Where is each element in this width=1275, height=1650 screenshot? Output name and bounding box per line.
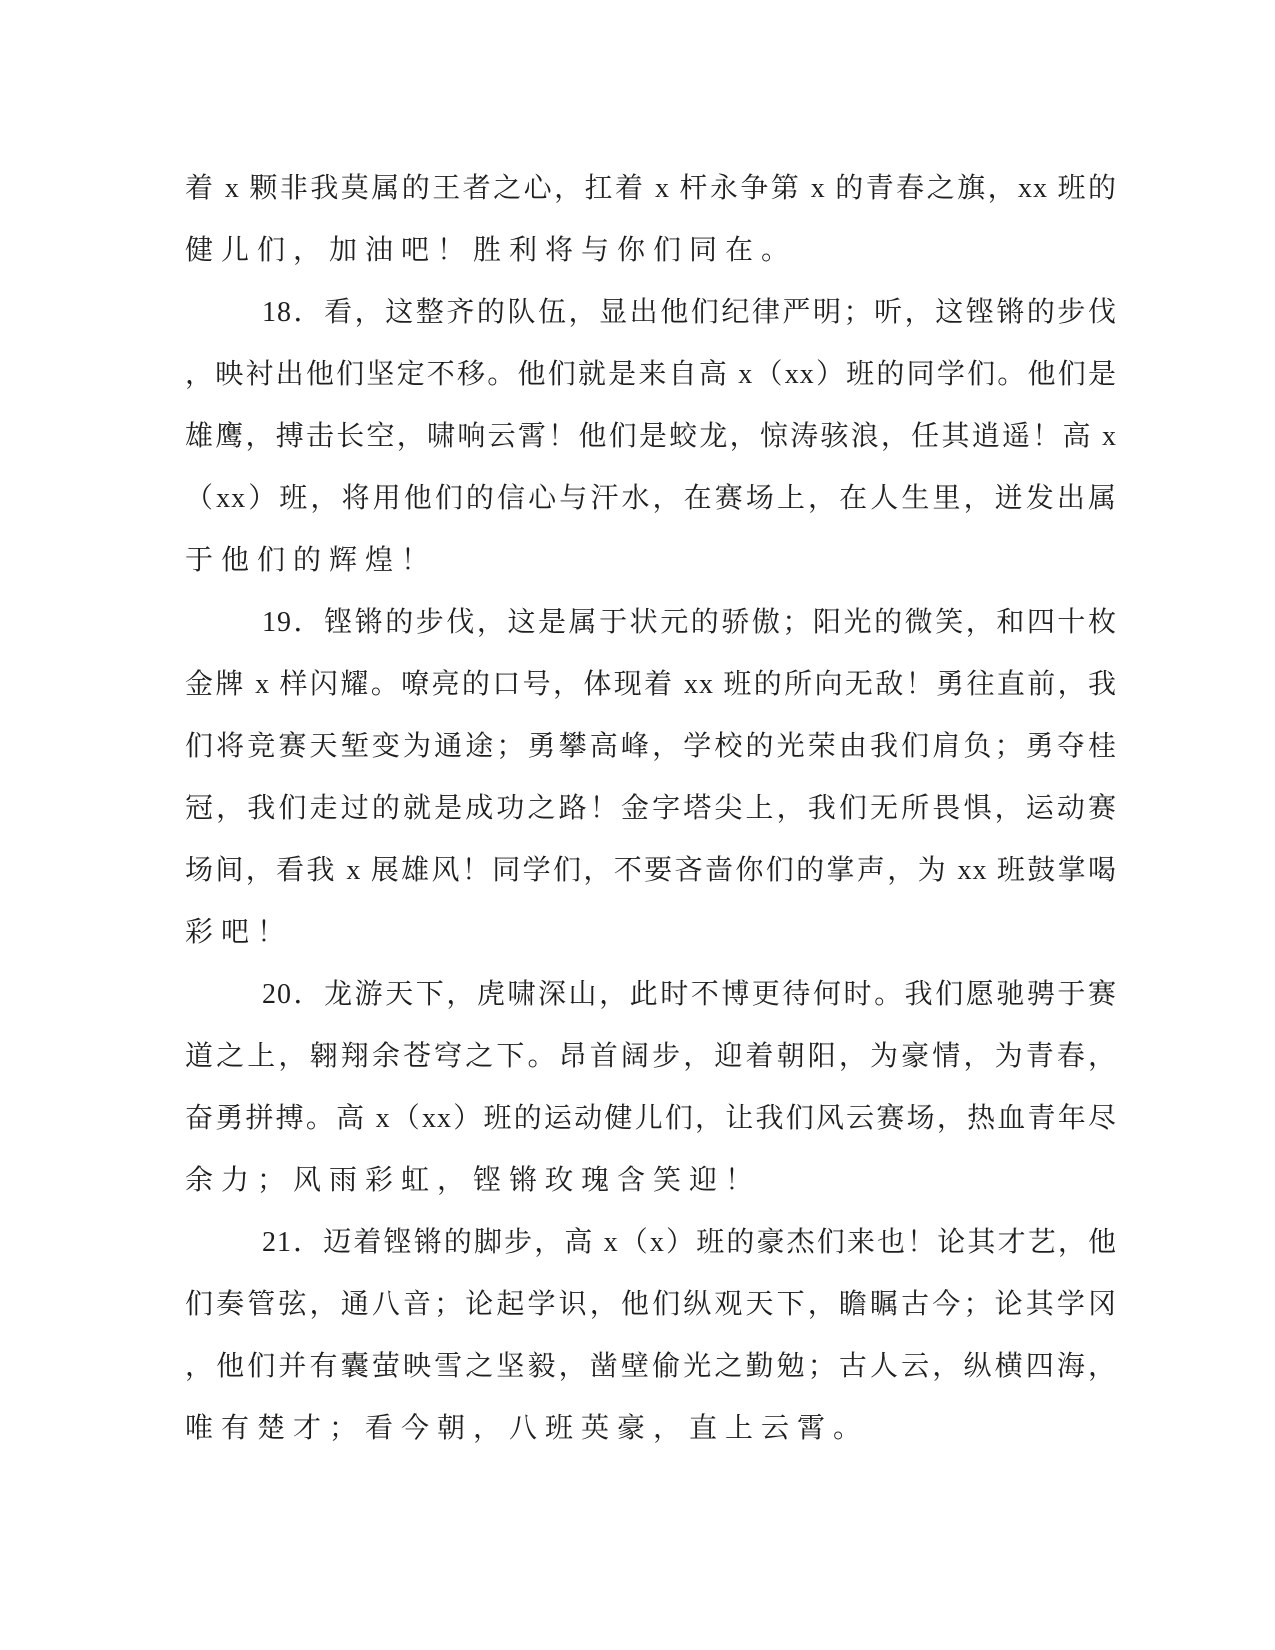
text-line: 冠，我们走过的就是成功之路！金字塔尖上，我们无所畏惧，运动赛 [185,793,1117,824]
text-line: 健儿们，加油吧！胜利将与你们同在。 [185,235,798,266]
paragraph-20 [185,964,1117,1212]
text-line: 于他们的辉煌！ [185,545,438,576]
text-line: 20．龙游天下，虎啸深山，此时不博更待何时。我们愿驰骋于赛 [262,979,1117,1010]
text-line: 18．看，这整齐的队伍，显出他们纪律严明；听，这铿锵的步伐 [262,297,1117,328]
text-line: ，映衬出他们坚定不移。他们就是来自高 x（xx）班的同学们。他们是 [185,359,1117,390]
paragraph-21 [185,1212,1117,1460]
text-block [185,158,1117,1460]
text-line: 彩吧！ [185,917,294,948]
text-line: 着 x 颗非我莫属的王者之心，扛着 x 杆永争第 x 的青春之旗，xx 班的 [185,173,1117,204]
text-line: 道之上，翱翔余苍穹之下。昂首阔步，迎着朝阳，为豪情，为青春， [185,1041,1117,1072]
text-line: 奋勇拼搏。高 x（xx）班的运动健儿们，让我们风云赛场，热血青年尽 [185,1103,1117,1134]
text-line: 们将竞赛天堑变为通途；勇攀高峰，学校的光荣由我们肩负；勇夺桂 [185,731,1117,762]
text-line: 们奏管弦，通八音；论起学识，他们纵观天下，瞻瞩古今；论其学冈 [185,1289,1117,1320]
text-line: 余力；风雨彩虹，铿锵玫瑰含笑迎！ [185,1165,762,1196]
paragraph-19 [185,592,1117,964]
text-line: ，他们并有囊萤映雪之坚毅，凿壁偷光之勤勉；古人云，纵横四海， [185,1351,1117,1382]
text-line: 19．铿锵的步伐，这是属于状元的骄傲；阳光的微笑，和四十枚 [262,607,1117,638]
paragraph-continuation [185,158,1117,282]
paragraph-18 [185,282,1117,592]
text-line: 21．迈着铿锵的脚步，高 x（x）班的豪杰们来也！论其才艺，他 [262,1227,1117,1258]
text-line: 场间，看我 x 展雄风！同学们，不要吝啬你们的掌声，为 xx 班鼓掌喝 [185,855,1117,886]
text-line: 雄鹰，搏击长空，啸响云霄！他们是蛟龙，惊涛骇浪，任其逍遥！高 x [185,421,1117,452]
text-line: 金牌 x 样闪耀。嘹亮的口号，体现着 xx 班的所向无敌！勇往直前，我 [185,669,1117,700]
text-line: 唯有楚才；看今朝，八班英豪，直上云霄。 [185,1413,870,1444]
text-line: （xx）班，将用他们的信心与汗水，在赛场上，在人生里，迸发出属 [185,483,1117,514]
